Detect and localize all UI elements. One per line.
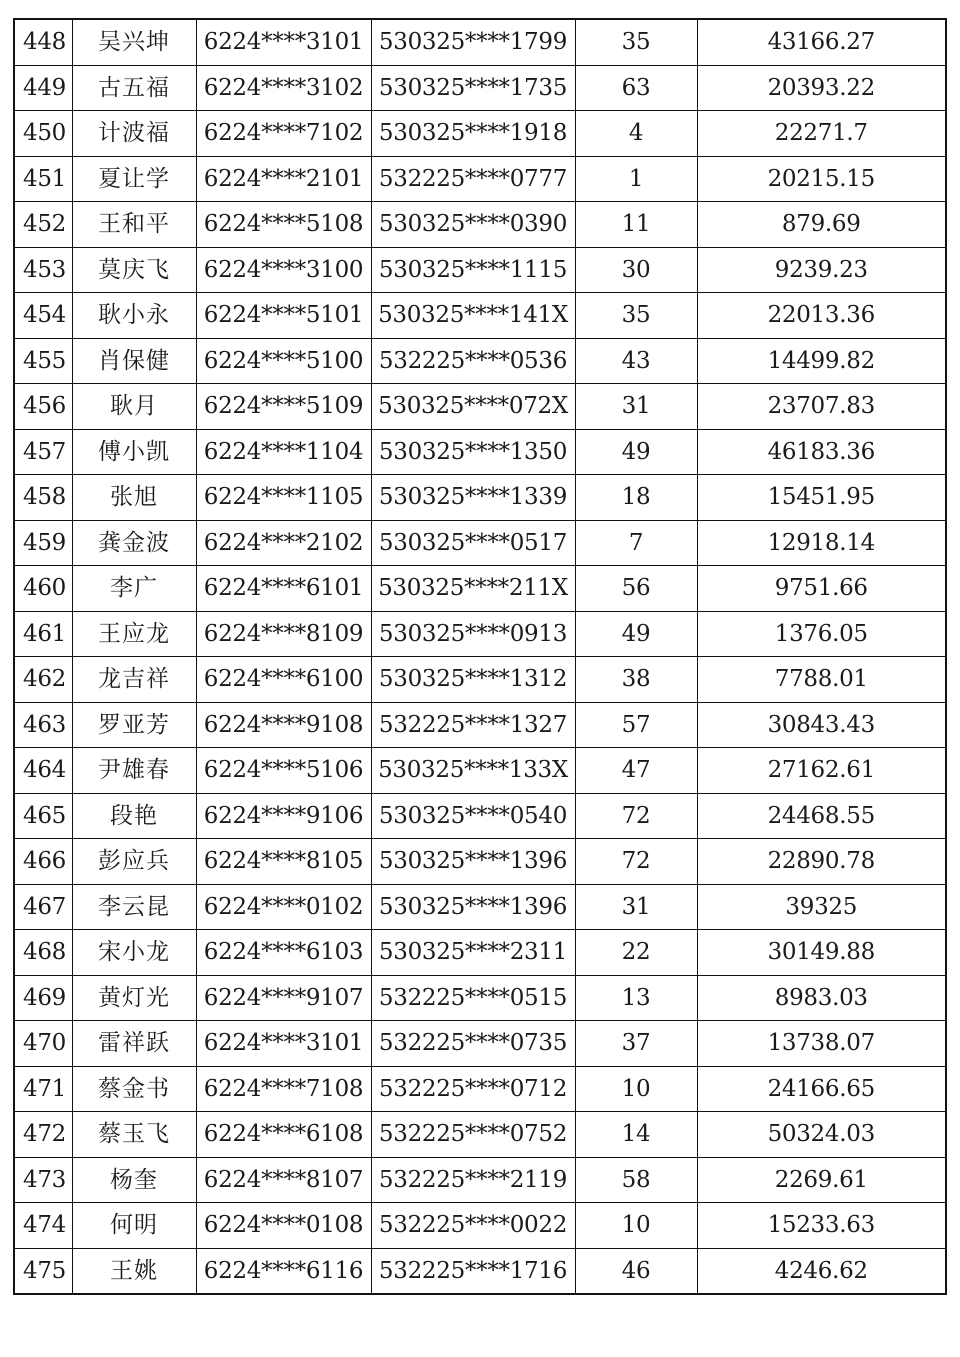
cell-count: 1 <box>575 156 697 202</box>
cell-id-number: 530325****1735 <box>371 65 575 111</box>
cell-bank-card: 6224****5101 <box>196 293 371 339</box>
cell-name: 傅小凯 <box>72 429 196 475</box>
cell-id-number: 530325****141X <box>371 293 575 339</box>
cell-seq: 460 <box>14 566 72 612</box>
cell-name: 杨奎 <box>72 1157 196 1203</box>
cell-bank-card: 6224****6108 <box>196 1112 371 1158</box>
cell-name: 尹雄春 <box>72 748 196 794</box>
cell-seq: 466 <box>14 839 72 885</box>
cell-bank-card: 6224****5109 <box>196 384 371 430</box>
table-row <box>14 1203 946 1249</box>
cell-count: 18 <box>575 475 697 521</box>
table-row <box>14 930 946 976</box>
cell-seq: 475 <box>14 1248 72 1294</box>
cell-seq: 457 <box>14 429 72 475</box>
cell-amount: 8983.03 <box>697 975 946 1021</box>
cell-count: 4 <box>575 111 697 157</box>
table-body <box>14 19 946 1294</box>
table-row <box>14 657 946 703</box>
cell-id-number: 530325****2311 <box>371 930 575 976</box>
cell-id-number: 532225****0777 <box>371 156 575 202</box>
table-row <box>14 1066 946 1112</box>
cell-seq: 458 <box>14 475 72 521</box>
cell-amount: 15451.95 <box>697 475 946 521</box>
cell-seq: 452 <box>14 202 72 248</box>
cell-name: 罗亚芳 <box>72 702 196 748</box>
cell-id-number: 530325****0517 <box>371 520 575 566</box>
cell-id-number: 532225****0735 <box>371 1021 575 1067</box>
cell-bank-card: 6224****7108 <box>196 1066 371 1112</box>
cell-bank-card: 6224****1105 <box>196 475 371 521</box>
table-row <box>14 429 946 475</box>
cell-bank-card: 6224****0102 <box>196 884 371 930</box>
cell-name: 雷祥跃 <box>72 1021 196 1067</box>
cell-amount: 23707.83 <box>697 384 946 430</box>
cell-count: 49 <box>575 611 697 657</box>
table-row <box>14 566 946 612</box>
cell-amount: 50324.03 <box>697 1112 946 1158</box>
cell-id-number: 530325****1918 <box>371 111 575 157</box>
cell-id-number: 532225****0022 <box>371 1203 575 1249</box>
cell-seq: 469 <box>14 975 72 1021</box>
cell-name: 宋小龙 <box>72 930 196 976</box>
table-row <box>14 111 946 157</box>
cell-name: 古五福 <box>72 65 196 111</box>
cell-amount: 30149.88 <box>697 930 946 976</box>
cell-seq: 470 <box>14 1021 72 1067</box>
cell-id-number: 530325****1396 <box>371 884 575 930</box>
cell-id-number: 530325****0540 <box>371 793 575 839</box>
table-row <box>14 1021 946 1067</box>
cell-count: 37 <box>575 1021 697 1067</box>
cell-amount: 22271.7 <box>697 111 946 157</box>
table-row <box>14 338 946 384</box>
cell-id-number: 530325****133X <box>371 748 575 794</box>
cell-count: 14 <box>575 1112 697 1158</box>
cell-name: 龚金波 <box>72 520 196 566</box>
cell-seq: 472 <box>14 1112 72 1158</box>
table-row <box>14 975 946 1021</box>
cell-count: 57 <box>575 702 697 748</box>
table-row <box>14 293 946 339</box>
cell-count: 72 <box>575 839 697 885</box>
cell-bank-card: 6224****2101 <box>196 156 371 202</box>
cell-seq: 456 <box>14 384 72 430</box>
table-row <box>14 839 946 885</box>
table-row <box>14 1248 946 1294</box>
cell-id-number: 530325****211X <box>371 566 575 612</box>
cell-name: 肖保健 <box>72 338 196 384</box>
cell-seq: 449 <box>14 65 72 111</box>
cell-bank-card: 6224****3101 <box>196 19 371 65</box>
cell-count: 47 <box>575 748 697 794</box>
cell-name: 王姚 <box>72 1248 196 1294</box>
cell-name: 蔡玉飞 <box>72 1112 196 1158</box>
data-table <box>13 18 947 1295</box>
cell-id-number: 530325****1339 <box>371 475 575 521</box>
cell-seq: 463 <box>14 702 72 748</box>
cell-name: 计波福 <box>72 111 196 157</box>
cell-id-number: 530325****0390 <box>371 202 575 248</box>
cell-count: 35 <box>575 19 697 65</box>
table-row <box>14 247 946 293</box>
cell-seq: 473 <box>14 1157 72 1203</box>
table-row <box>14 702 946 748</box>
table-row <box>14 1157 946 1203</box>
cell-count: 38 <box>575 657 697 703</box>
cell-amount: 22890.78 <box>697 839 946 885</box>
cell-count: 63 <box>575 65 697 111</box>
cell-id-number: 532225****0515 <box>371 975 575 1021</box>
cell-count: 30 <box>575 247 697 293</box>
cell-seq: 455 <box>14 338 72 384</box>
cell-bank-card: 6224****7102 <box>196 111 371 157</box>
cell-count: 7 <box>575 520 697 566</box>
cell-id-number: 532225****2119 <box>371 1157 575 1203</box>
cell-bank-card: 6224****1104 <box>196 429 371 475</box>
cell-count: 31 <box>575 384 697 430</box>
cell-name: 耿月 <box>72 384 196 430</box>
cell-amount: 15233.63 <box>697 1203 946 1249</box>
cell-seq: 468 <box>14 930 72 976</box>
cell-bank-card: 6224****9106 <box>196 793 371 839</box>
cell-name: 彭应兵 <box>72 839 196 885</box>
cell-amount: 24166.65 <box>697 1066 946 1112</box>
cell-bank-card: 6224****6116 <box>196 1248 371 1294</box>
cell-count: 22 <box>575 930 697 976</box>
cell-amount: 1376.05 <box>697 611 946 657</box>
cell-bank-card: 6224****8105 <box>196 839 371 885</box>
cell-seq: 474 <box>14 1203 72 1249</box>
cell-id-number: 530325****1799 <box>371 19 575 65</box>
cell-amount: 2269.61 <box>697 1157 946 1203</box>
cell-count: 46 <box>575 1248 697 1294</box>
cell-seq: 448 <box>14 19 72 65</box>
table-row <box>14 793 946 839</box>
cell-id-number: 532225****1327 <box>371 702 575 748</box>
cell-count: 49 <box>575 429 697 475</box>
cell-bank-card: 6224****3102 <box>196 65 371 111</box>
cell-bank-card: 6224****0108 <box>196 1203 371 1249</box>
cell-count: 10 <box>575 1203 697 1249</box>
cell-name: 夏让学 <box>72 156 196 202</box>
cell-amount: 30843.43 <box>697 702 946 748</box>
cell-amount: 46183.36 <box>697 429 946 475</box>
cell-count: 13 <box>575 975 697 1021</box>
table-row <box>14 202 946 248</box>
cell-id-number: 532225****0536 <box>371 338 575 384</box>
cell-amount: 22013.36 <box>697 293 946 339</box>
cell-bank-card: 6224****6101 <box>196 566 371 612</box>
cell-bank-card: 6224****5100 <box>196 338 371 384</box>
cell-id-number: 532225****0712 <box>371 1066 575 1112</box>
table-row <box>14 156 946 202</box>
cell-name: 何明 <box>72 1203 196 1249</box>
cell-amount: 24468.55 <box>697 793 946 839</box>
cell-name: 王应龙 <box>72 611 196 657</box>
cell-bank-card: 6224****5106 <box>196 748 371 794</box>
cell-amount: 9751.66 <box>697 566 946 612</box>
cell-name: 蔡金书 <box>72 1066 196 1112</box>
cell-name: 吴兴坤 <box>72 19 196 65</box>
cell-amount: 4246.62 <box>697 1248 946 1294</box>
cell-bank-card: 6224****9107 <box>196 975 371 1021</box>
cell-seq: 459 <box>14 520 72 566</box>
cell-seq: 464 <box>14 748 72 794</box>
cell-amount: 27162.61 <box>697 748 946 794</box>
cell-amount: 7788.01 <box>697 657 946 703</box>
cell-amount: 9239.23 <box>697 247 946 293</box>
cell-seq: 465 <box>14 793 72 839</box>
cell-count: 43 <box>575 338 697 384</box>
cell-name: 黄灯光 <box>72 975 196 1021</box>
cell-id-number: 532225****0752 <box>371 1112 575 1158</box>
table-row <box>14 1112 946 1158</box>
cell-name: 段艳 <box>72 793 196 839</box>
table-row <box>14 748 946 794</box>
cell-count: 35 <box>575 293 697 339</box>
cell-seq: 454 <box>14 293 72 339</box>
cell-amount: 14499.82 <box>697 338 946 384</box>
cell-bank-card: 6224****3100 <box>196 247 371 293</box>
cell-name: 莫庆飞 <box>72 247 196 293</box>
cell-id-number: 532225****1716 <box>371 1248 575 1294</box>
cell-id-number: 530325****072X <box>371 384 575 430</box>
cell-name: 李云昆 <box>72 884 196 930</box>
cell-bank-card: 6224****6100 <box>196 657 371 703</box>
table-row <box>14 884 946 930</box>
cell-id-number: 530325****1350 <box>371 429 575 475</box>
cell-count: 72 <box>575 793 697 839</box>
cell-name: 张旭 <box>72 475 196 521</box>
cell-name: 李广 <box>72 566 196 612</box>
table-row <box>14 611 946 657</box>
cell-id-number: 530325****1396 <box>371 839 575 885</box>
cell-bank-card: 6224****9108 <box>196 702 371 748</box>
cell-seq: 471 <box>14 1066 72 1112</box>
cell-seq: 462 <box>14 657 72 703</box>
cell-count: 10 <box>575 1066 697 1112</box>
cell-amount: 43166.27 <box>697 19 946 65</box>
table-row <box>14 520 946 566</box>
cell-seq: 450 <box>14 111 72 157</box>
table-row <box>14 19 946 65</box>
cell-bank-card: 6224****3101 <box>196 1021 371 1067</box>
cell-id-number: 530325****1312 <box>371 657 575 703</box>
cell-count: 56 <box>575 566 697 612</box>
cell-amount: 12918.14 <box>697 520 946 566</box>
cell-seq: 467 <box>14 884 72 930</box>
cell-bank-card: 6224****8109 <box>196 611 371 657</box>
cell-seq: 453 <box>14 247 72 293</box>
cell-name: 王和平 <box>72 202 196 248</box>
cell-amount: 20215.15 <box>697 156 946 202</box>
cell-amount: 39325 <box>697 884 946 930</box>
cell-bank-card: 6224****2102 <box>196 520 371 566</box>
table-row <box>14 65 946 111</box>
cell-amount: 13738.07 <box>697 1021 946 1067</box>
cell-id-number: 530325****0913 <box>371 611 575 657</box>
cell-name: 耿小永 <box>72 293 196 339</box>
cell-seq: 461 <box>14 611 72 657</box>
cell-count: 31 <box>575 884 697 930</box>
table-row <box>14 475 946 521</box>
cell-name: 龙吉祥 <box>72 657 196 703</box>
cell-bank-card: 6224****8107 <box>196 1157 371 1203</box>
cell-bank-card: 6224****6103 <box>196 930 371 976</box>
cell-count: 58 <box>575 1157 697 1203</box>
cell-seq: 451 <box>14 156 72 202</box>
cell-count: 11 <box>575 202 697 248</box>
cell-id-number: 530325****1115 <box>371 247 575 293</box>
cell-bank-card: 6224****5108 <box>196 202 371 248</box>
table-row <box>14 384 946 430</box>
cell-amount: 20393.22 <box>697 65 946 111</box>
cell-amount: 879.69 <box>697 202 946 248</box>
